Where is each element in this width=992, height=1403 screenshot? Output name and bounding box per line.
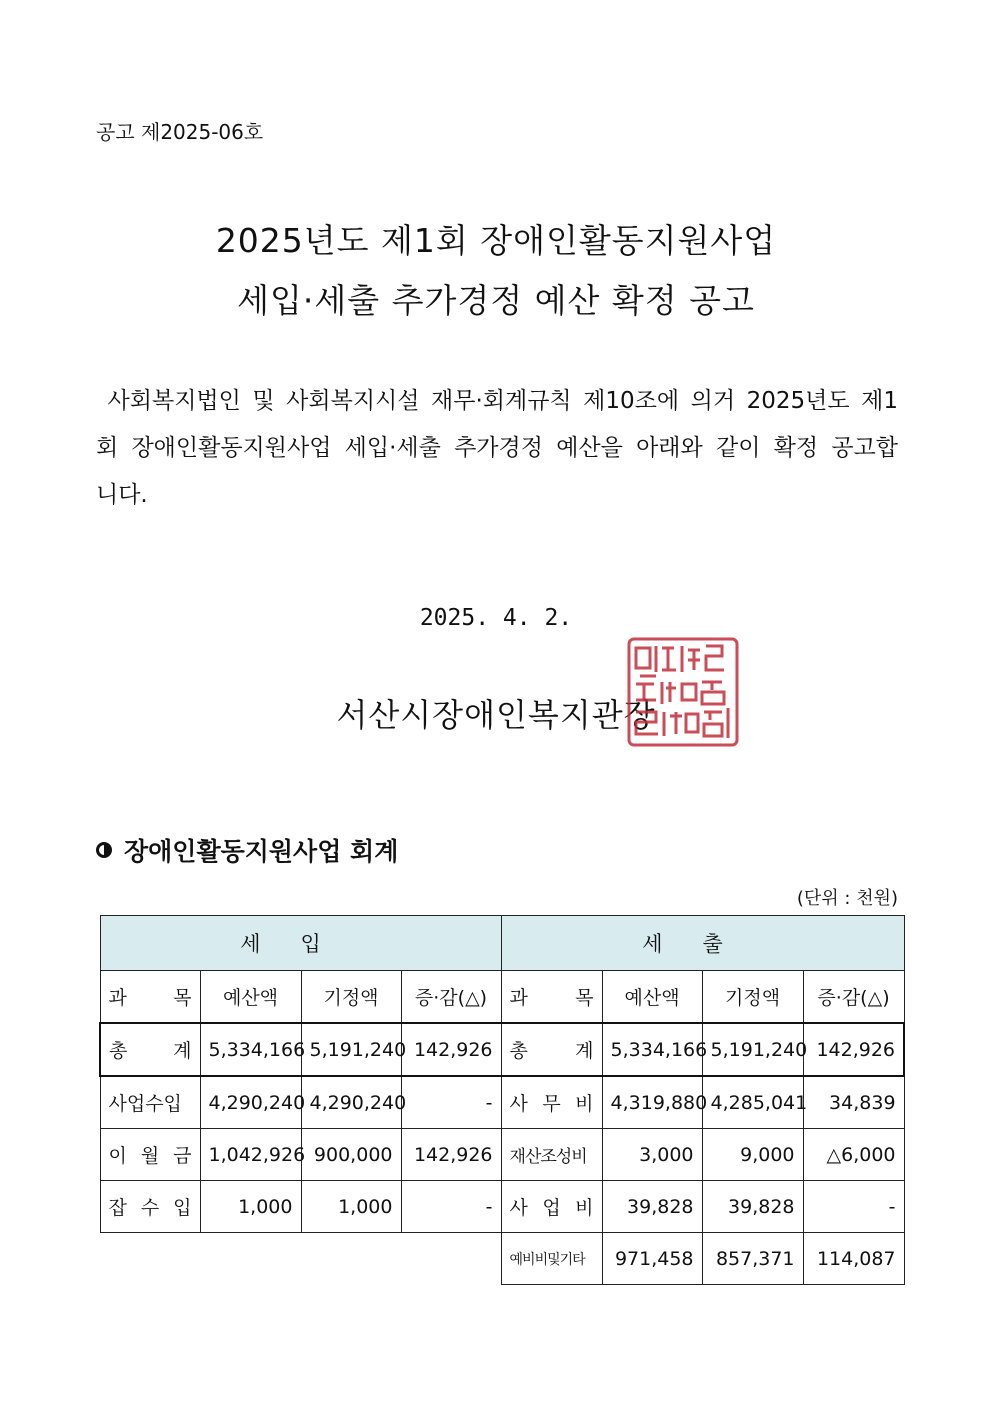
expense-change: △6,000 (803, 1129, 904, 1181)
total-label: 총 계 (100, 1023, 200, 1076)
table-row (100, 1233, 904, 1285)
column-header: 예산액 (200, 971, 301, 1024)
revenue-item-label: 이 월 금 (100, 1129, 200, 1181)
expense-change: - (803, 1181, 904, 1233)
expense-budget: 4,319,880 (602, 1076, 702, 1129)
column-header: 기정액 (702, 971, 803, 1024)
table-row (100, 1181, 904, 1233)
section-title: 장애인활동지원사업 회계 (124, 837, 399, 866)
table-row (100, 1076, 904, 1129)
total-prior: 5,191,240 (702, 1023, 803, 1076)
total-label: 총 계 (501, 1023, 602, 1076)
total-budget: 5,334,166 (200, 1023, 301, 1076)
column-header: 예산액 (602, 971, 702, 1024)
revenue-prior: 900,000 (301, 1129, 401, 1181)
revenue-item-label: 사업수입 (100, 1076, 200, 1129)
expense-budget: 3,000 (602, 1129, 702, 1181)
total-budget: 5,334,166 (602, 1023, 702, 1076)
column-header-row (100, 971, 904, 1024)
revenue-header: 세입 (100, 916, 501, 971)
title-line-1: 2025년도 제1회 장애인활동지원사업 (215, 221, 777, 260)
expense-item-label: 재산조성비 (501, 1129, 602, 1181)
title-line-2: 세입·세출 추가경정 예산 확정 공고 (237, 281, 755, 320)
revenue-budget: 1,000 (200, 1181, 301, 1233)
notice-date: 2025. 4. 2. (419, 605, 573, 631)
notice-body (96, 378, 898, 519)
unit-label: (단위 : 천원) (796, 888, 898, 909)
column-header: 과 목 (501, 971, 602, 1024)
table-header-row (100, 916, 904, 971)
expense-prior: 857,371 (702, 1233, 803, 1285)
revenue-budget: 1,042,926 (200, 1129, 301, 1181)
column-header: 증·감(△) (401, 971, 501, 1024)
total-change: 142,926 (401, 1023, 501, 1076)
expense-prior: 9,000 (702, 1129, 803, 1181)
column-header: 과 목 (100, 971, 200, 1024)
revenue-item-label: 잡 수 입 (100, 1181, 200, 1233)
total-row (100, 1023, 904, 1076)
expense-prior: 4,285,041 (702, 1076, 803, 1129)
section-heading (96, 832, 398, 868)
expense-header: 세출 (501, 916, 904, 971)
expense-budget: 971,458 (602, 1233, 702, 1285)
expense-item-label: 예비비및기타 (501, 1233, 602, 1285)
expense-change: 34,839 (803, 1076, 904, 1129)
expense-item-label: 사 무 비 (501, 1076, 602, 1129)
expense-budget: 39,828 (602, 1181, 702, 1233)
budget-table (99, 915, 905, 1285)
revenue-change: - (401, 1181, 501, 1233)
table-row (100, 1129, 904, 1181)
expense-prior: 39,828 (702, 1181, 803, 1233)
column-header: 기정액 (301, 971, 401, 1024)
revenue-prior: 1,000 (301, 1181, 401, 1233)
official-seal-stamp (626, 636, 740, 748)
organization-name: 서산시장애인복지관장 (336, 696, 656, 734)
empty-cell (100, 1233, 501, 1285)
revenue-change: 142,926 (401, 1129, 501, 1181)
column-header: 증·감(△) (803, 971, 904, 1024)
half-circle-bullet-icon (96, 842, 112, 858)
revenue-prior: 4,290,240 (301, 1076, 401, 1129)
notice-number: 공고 제2025-06호 (96, 120, 264, 144)
notice-body-text: 사회복지법인 및 사회복지시설 재무·회계규칙 제10조에 의거 2025년도 제1회 장애인활동지원사업 세입·세출 추가경정 예산을 아래와 같이 확정 공고합니다. (96, 388, 898, 508)
total-prior: 5,191,240 (301, 1023, 401, 1076)
expense-change: 114,087 (803, 1233, 904, 1285)
revenue-change: - (401, 1076, 501, 1129)
expense-item-label: 사 업 비 (501, 1181, 602, 1233)
total-change: 142,926 (803, 1023, 904, 1076)
revenue-budget: 4,290,240 (200, 1076, 301, 1129)
